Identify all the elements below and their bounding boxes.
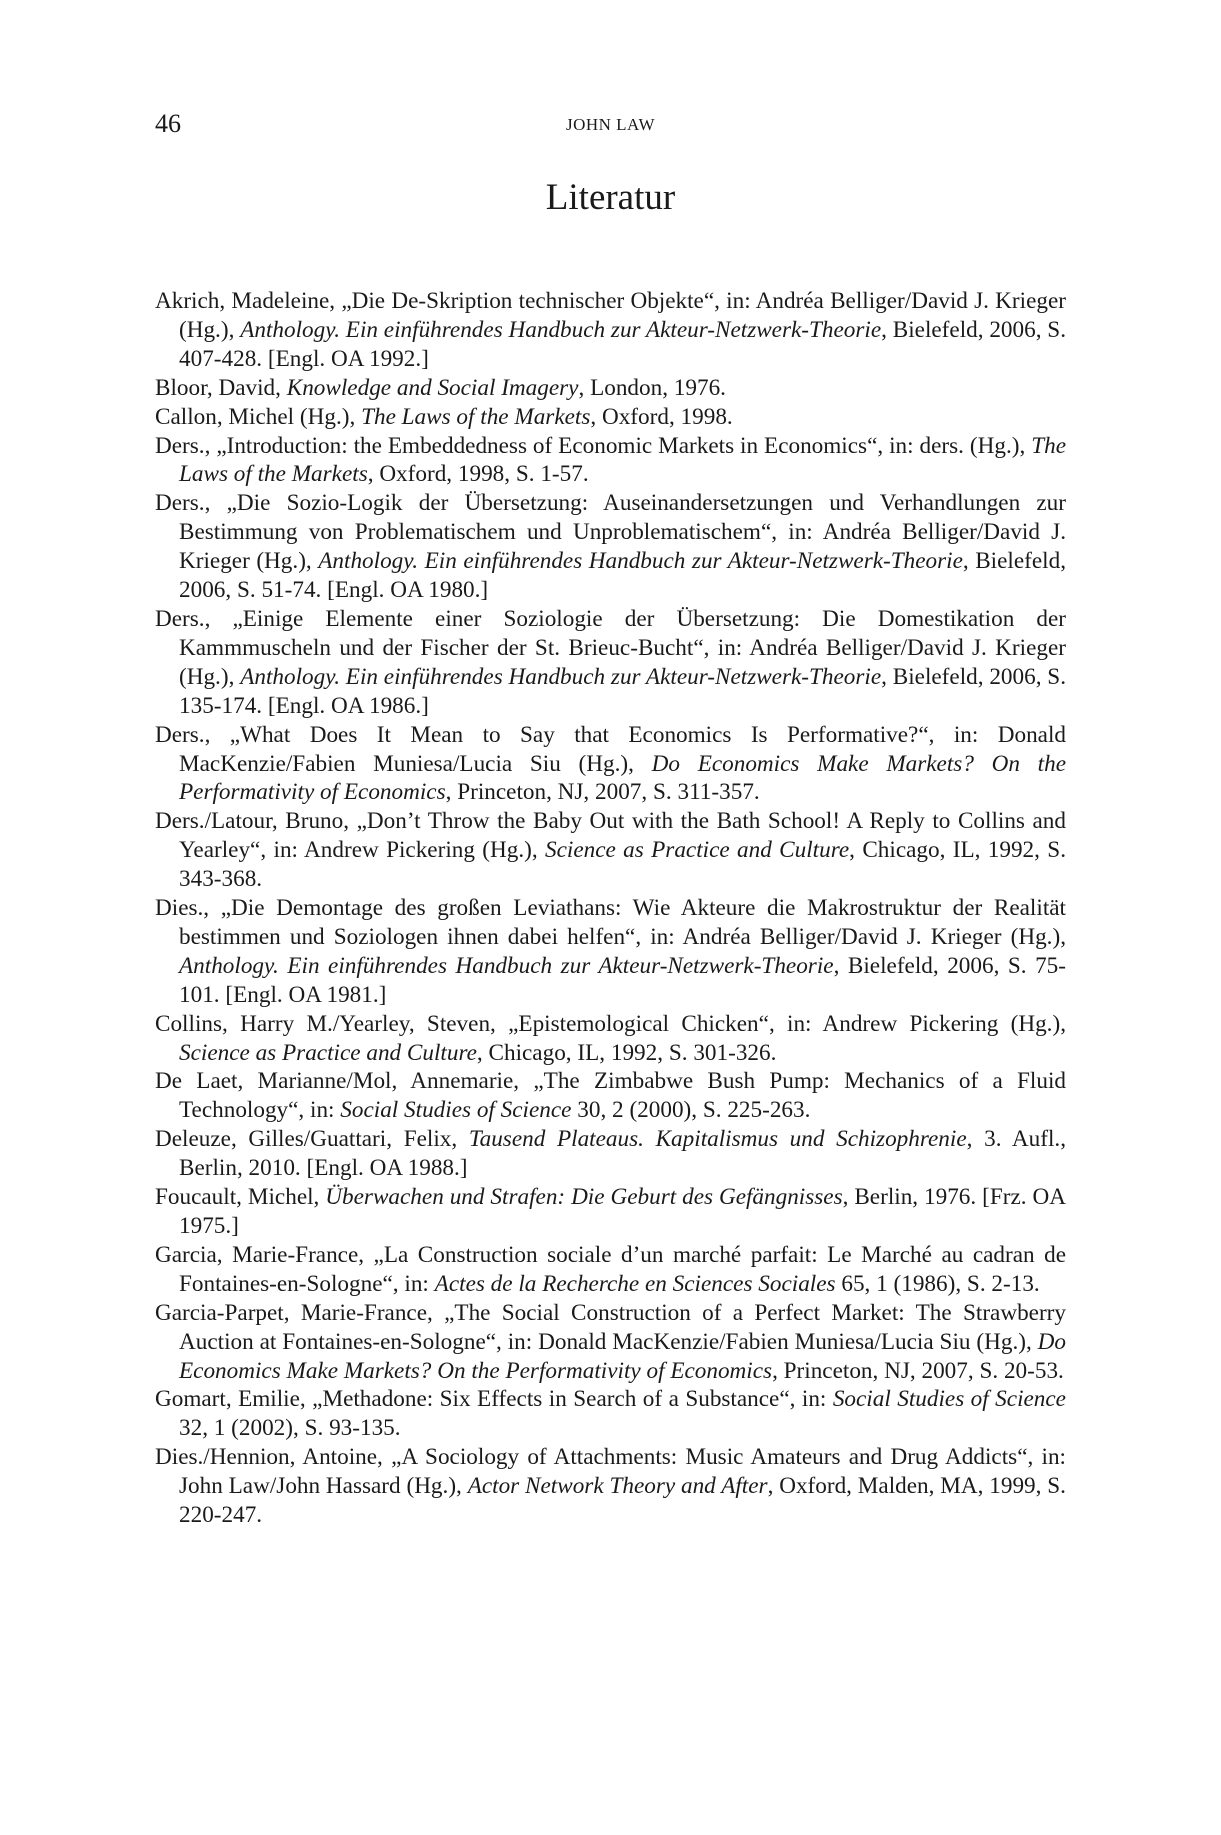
- reference-text: Gomart, Emilie, „Methadone: Six Effects in Search of a Substance“, in:: [155, 1386, 833, 1413]
- reference-text: Foucault, Michel,: [155, 1184, 326, 1211]
- reference-text: Bloor, David,: [155, 374, 287, 401]
- reference-title: Actor Network Theory and After: [467, 1473, 768, 1500]
- reference-text: 30, 2 (2000), S. 225-263.: [571, 1097, 811, 1124]
- reference-text: Garcia, Marie-France, „La Construction sociale d’un marché parfait: Le Marché au cadran de Fontaines-en-Sologne“, in:: [155, 1241, 1066, 1297]
- reference-text: Ders./Latour, Bruno, „Don’t Throw the Baby Out with the Bath School! A Reply to Collins and Yearley“, in: Andrew Pickering (Hg.),: [155, 808, 1066, 864]
- reference-text: Dies., „Die Demontage des großen Leviathans: Wie Akteure die Makrostruktur der Realität bestimmen und Soziologen ihnen dabei helfen“, in: Andréa Belliger/David J. Krieger (Hg.),: [155, 895, 1066, 950]
- reference-text: , Bielefeld, 2006, S. 407-428. [Engl. OA 1992.]: [179, 316, 1066, 372]
- reference-text: Collins, Harry M./Yearley, Steven, „Epistemological Chicken“, in: Andrew Pickering (Hg.),: [155, 1010, 1066, 1037]
- reference-text: , London, 1976.: [578, 374, 726, 401]
- reference-text: , Bielefeld, 2006, S. 75-101. [Engl. OA 1981.]: [179, 952, 1066, 1008]
- reference-title: Überwachen und Strafen: Die Geburt des Gefängnisses: [325, 1184, 843, 1211]
- reference-entry: [155, 1385, 1066, 1443]
- reference-entry: [155, 374, 1066, 403]
- reference-text: 32, 1 (2002), S. 93-135.: [179, 1415, 401, 1442]
- reference-title: Science as Practice and Culture: [545, 837, 850, 864]
- reference-entry: [155, 1241, 1066, 1299]
- reference-entry: [155, 1443, 1066, 1530]
- page-number: 46: [155, 109, 181, 138]
- reference-text: Ders., „What Does It Mean to Say that Economics Is Performative?“, in: Donald MacKenzie/Fabien Muniesa/Lucia Siu (Hg.),: [155, 721, 1066, 777]
- reference-entry: [155, 287, 1066, 374]
- reference-title: Do Economics Make Markets? On the Performativity of Economics: [179, 1328, 1066, 1384]
- reference-title: The Laws of the Markets: [179, 432, 1066, 488]
- reference-title: The Laws of the Markets: [361, 403, 591, 430]
- reference-text: , Oxford, Malden, MA, 1999, S. 220-247.: [179, 1473, 1066, 1529]
- reference-text: Ders., „Einige Elemente einer Soziologie der Übersetzung: Die Domestikation der Kammmuscheln und der Fischer der St. Brieuc-Bucht“, in: Andréa Belliger/David J. Krieger (Hg.),: [155, 605, 1066, 690]
- reference-entry: [155, 605, 1066, 721]
- reference-entry: [155, 1183, 1066, 1241]
- reference-title: Social Studies of Science: [832, 1386, 1066, 1413]
- reference-text: , 3. Aufl., Berlin, 2010. [Engl. OA 1988.]: [179, 1126, 1066, 1182]
- reference-title: Tausend Plateaus. Kapitalismus und Schizophrenie: [468, 1126, 967, 1153]
- reference-text: , Princeton, NJ, 2007, S. 20-53.: [772, 1357, 1064, 1384]
- reference-entry: [155, 489, 1066, 605]
- reference-text: , Princeton, NJ, 2007, S. 311-357.: [445, 779, 760, 806]
- reference-text: Ders., „Introduction: the Embeddedness of Economic Markets in Economics“, in: ders. (Hg.),: [155, 432, 1032, 459]
- reference-entry: [155, 1299, 1066, 1386]
- reference-text: , Oxford, 1998, S. 1-57.: [367, 461, 589, 488]
- reference-title: Do Economics Make Markets? On the Performativity of Economics: [179, 750, 1066, 806]
- reference-text: De Laet, Marianne/Mol, Annemarie, „The Zimbabwe Bush Pump: Mechanics of a Fluid Technology“, in:: [155, 1068, 1066, 1124]
- reference-entry: [155, 894, 1066, 1010]
- reference-text: Akrich, Madeleine, „Die De-Skription technischer Objekte“, in: Andréa Belliger/David J. Krieger (Hg.),: [155, 288, 1066, 343]
- reference-entry: [155, 1067, 1066, 1125]
- reference-title: Anthology. Ein einführendes Handbuch zur Akteur-Netzwerk-Theorie: [240, 316, 882, 343]
- running-head: JOHN LAW: [565, 115, 656, 134]
- reference-text: , Chicago, IL, 1992, S. 301-326.: [476, 1039, 777, 1066]
- reference-text: Garcia-Parpet, Marie-France, „The Social Construction of a Perfect Market: The Strawberry Auction at Fontaines-en-Sologne“, in: Donald MacKenzie/Fabien Muniesa/Lucia Siu (Hg.),: [155, 1299, 1066, 1355]
- reference-text: Dies./Hennion, Antoine, „A Sociology of Attachments: Music Amateurs and Drug Addicts“, in: John Law/John Hassard (Hg.),: [155, 1444, 1066, 1500]
- reference-title: Anthology. Ein einführendes Handbuch zur Akteur-Netzwerk-Theorie: [179, 952, 834, 979]
- reference-text: Callon, Michel (Hg.),: [155, 403, 362, 430]
- reference-title: Anthology. Ein einführendes Handbuch zur Akteur-Netzwerk-Theorie: [240, 663, 882, 690]
- section-title: Literatur: [545, 177, 676, 218]
- reference-list: [155, 287, 1066, 1530]
- reference-text: , Oxford, 1998.: [590, 403, 733, 430]
- reference-text: 65, 1 (1986), S. 2-13.: [835, 1270, 1040, 1297]
- reference-title: Social Studies of Science: [340, 1097, 572, 1124]
- reference-title: Knowledge and Social Imagery: [286, 374, 579, 401]
- reference-text: Deleuze, Gilles/Guattari, Felix,: [155, 1126, 469, 1153]
- reference-entry: [155, 807, 1066, 894]
- reference-entry: [155, 403, 1066, 432]
- reference-text: Ders., „Die Sozio-Logik der Übersetzung: Auseinandersetzungen und Verhandlungen zur Bestimmung von Problematischem und Unproblematischem“, in: Andréa Belliger/David J. Krieger (Hg.),: [155, 490, 1066, 575]
- reference-entry: [155, 432, 1066, 490]
- reference-text: , Bielefeld, 2006, S. 51-74. [Engl. OA 1980.]: [179, 548, 1066, 604]
- reference-title: Anthology. Ein einführendes Handbuch zur Akteur-Netzwerk-Theorie: [318, 548, 963, 575]
- reference-entry: [155, 721, 1066, 808]
- reference-entry: [155, 1010, 1066, 1068]
- reference-text: , Bielefeld, 2006, S. 135-174. [Engl. OA 1986.]: [179, 663, 1066, 719]
- reference-title: Actes de la Recherche en Sciences Sociales: [434, 1270, 836, 1297]
- reference-entry: [155, 1125, 1066, 1183]
- reference-text: , Berlin, 1976. [Frz. OA 1975.]: [179, 1184, 1066, 1239]
- reference-title: Science as Practice and Culture: [179, 1039, 477, 1066]
- reference-text: , Chicago, IL, 1992, S. 343-368.: [179, 837, 1066, 893]
